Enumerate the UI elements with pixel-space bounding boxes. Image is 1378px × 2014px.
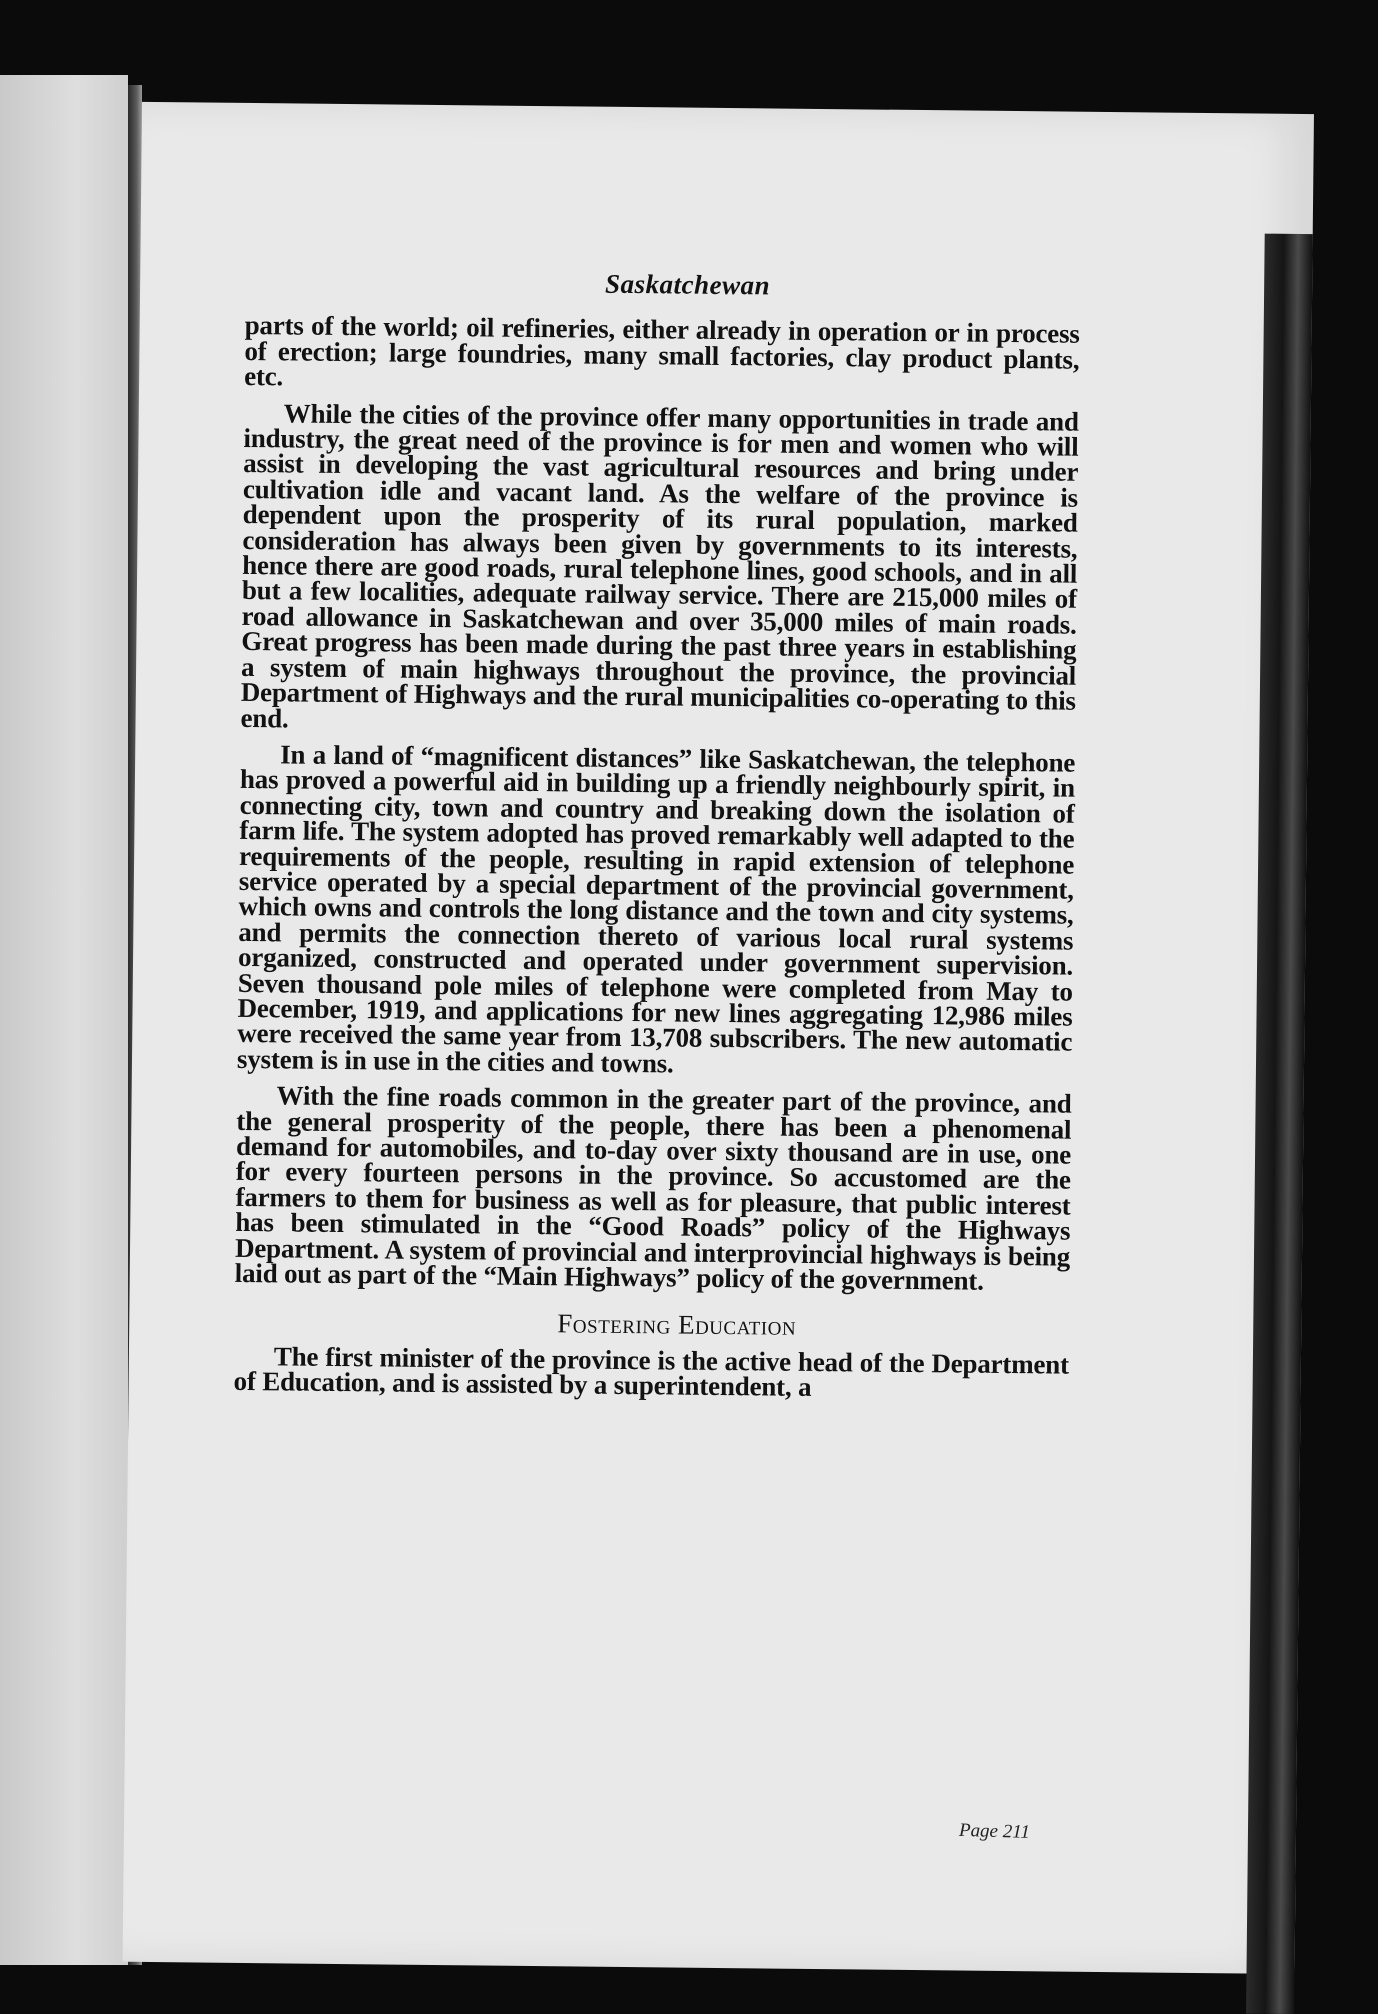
- paragraph-continued: parts of the world; oil refineries, either already in operation or in process of erection; large foundries, many small factories, clay product plants, etc.: [244, 310, 1080, 392]
- book-page: [123, 102, 1314, 1974]
- page-number: Page 211: [958, 1819, 1031, 1843]
- page-stack-edge: [1246, 234, 1313, 2014]
- paragraph-education: The first minister of the province is the active head of the Department of Education, and is assisted by a superintendent, a: [233, 1341, 1070, 1403]
- paragraph-automobiles: With the fine roads common in the greater part of the province, and the general prosperity of the people, there has been a phenomenal demand for automobiles, and to-day over sixty thousand are in use, one for every fourteen persons in the province. So accustomed are the farmers to them for business as well as for pleasure, that public interest has been stimulated in the “Good Roads” policy of the Highways Department. A system of provincial and interprovincial highways is being laid out as part of the “Main Highways” policy of the government.: [234, 1080, 1072, 1296]
- facing-page-edge: [0, 75, 128, 1965]
- section-heading: Fostering Education: [557, 1308, 797, 1342]
- running-head: Saskatchewan: [604, 268, 771, 301]
- paragraph-opportunities: While the cities of the province offer many opportunities in trade and industry, the great need of the province is for men and women who will assist in developing the vast agricultural resources and bring under cultivation idle and vacant land. As the welfare of the province is dependent upon the prosperity of its rural population, marked consideration has always been given by governments to its interests, hence there are good roads, rural telephone lines, good schools, and in all but a few localities, adequate railway service. There are 215,000 miles of road allowance in Saskatchewan and over 35,000 miles of main roads. Great progress has been made during the past three years in establishing a system of main highways throughout the province, the provincial Department of Highways and the rural municipalities co-operating to this end.: [240, 397, 1079, 733]
- page-body: [233, 268, 1080, 1414]
- paragraph-telephone: In a land of “magnificent distances” like Saskatchewan, the telephone has proved a powerful aid in building up a friendly neighbourly spirit, in connecting city, town and country and breaking down the isolation of farm life. The system adopted has proved remarkably well adapted to the requirements of the people, resulting in rapid extension of telephone service operated by a special department of the provincial government, which owns and controls the long distance and the town and city systems, and permits the connection thereto of various local rural systems organized, constructed and operated under government supervision. Seven thousand pole miles of telephone were completed from May to December, 1919, and applications for new lines aggregating 12,986 miles were received the same year from 13,708 subscribers. The new automatic system is in use in the cities and towns.: [236, 739, 1076, 1079]
